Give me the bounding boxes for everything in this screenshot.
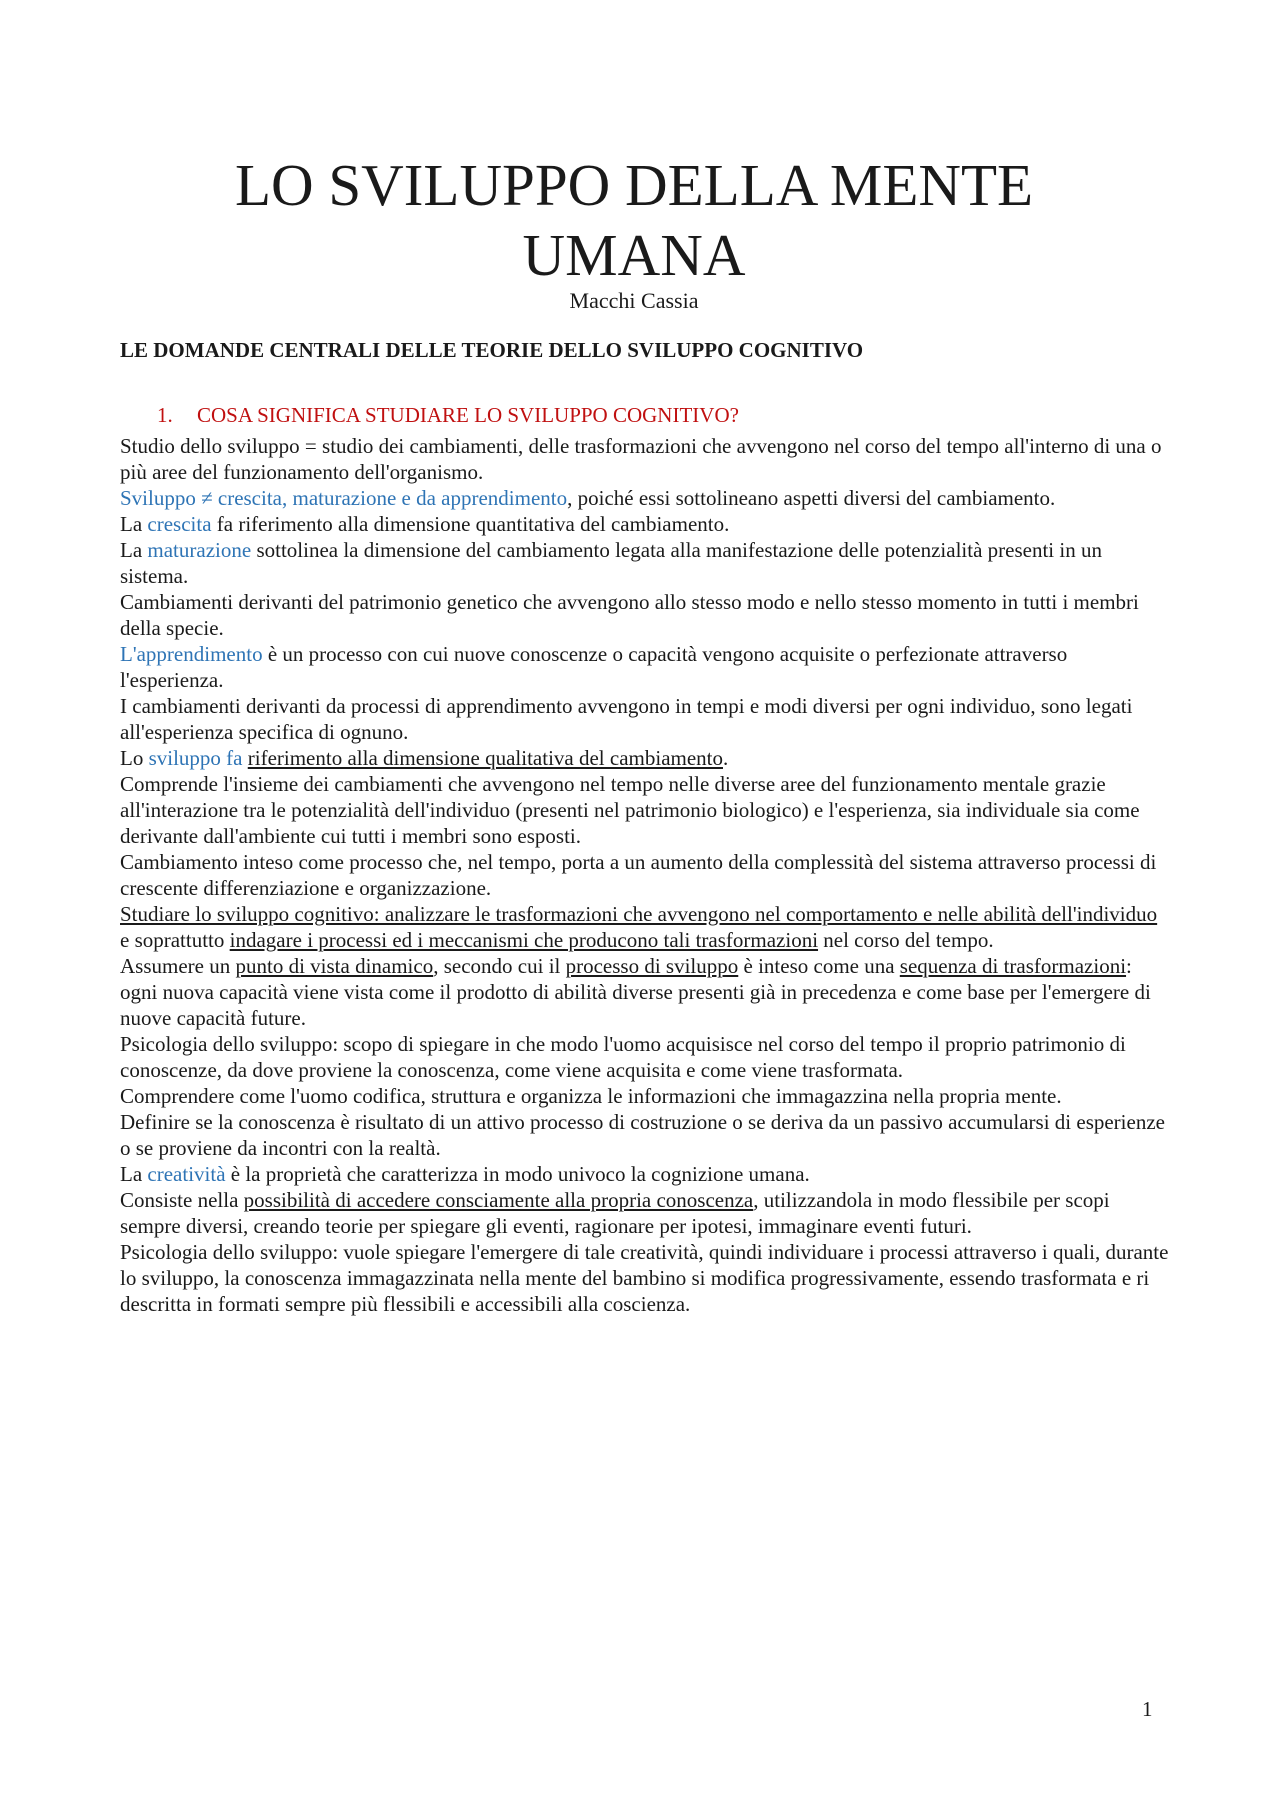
- title-line-1: LO SVILUPPO DELLA MENTE: [234, 152, 1034, 218]
- question-number: 1.: [157, 403, 173, 427]
- underlined-text: Studiare lo sviluppo cognitivo: analizzare le trasformazioni che avvengono nel comportamento e nelle abilità dell'individuo: [120, 902, 1158, 926]
- underlined-text: sequenza di trasformazioni: [899, 954, 1127, 978]
- paragraph: I cambiamenti derivanti da processi di apprendimento avvengono in tempi e modi diversi per ogni individuo, sono legati all'esperienza specifica di ognuno.: [120, 694, 1133, 744]
- document-title: [0, 150, 1268, 290]
- body-text: [120, 433, 1170, 1317]
- section-heading: LE DOMANDE CENTRALI DELLE TEORIE DELLO SVILUPPO COGNITIVO: [120, 338, 864, 362]
- underlined-text: processo di sviluppo: [565, 954, 739, 978]
- paragraph: Consiste nella possibilità di accedere consciamente alla propria conoscenza, utilizzandola in modo flessibile per scopi sempre diversi, creando teorie per spiegare gli eventi, ragionare per ipotesi, immaginare eventi futuri.: [120, 1188, 1110, 1238]
- paragraph: Cambiamenti derivanti del patrimonio genetico che avvengono allo stesso modo e nello stesso momento in tutti i membri della specie.: [120, 590, 1139, 640]
- paragraph: Psicologia dello sviluppo: scopo di spiegare in che modo l'uomo acquisisce nel corso del tempo il proprio patrimonio di conoscenze, da dove proviene la conoscenza, come viene acquisita e come viene trasformata.: [120, 1032, 1126, 1082]
- paragraph: Studiare lo sviluppo cognitivo: analizzare le trasformazioni che avvengono nel comportamento e nelle abilità dell'individuo e soprattutto indagare i processi ed i meccanismi che producono tali trasformazioni nel corso del tempo.: [120, 902, 1158, 952]
- paragraph: La crescita fa riferimento alla dimensione quantitativa del cambiamento.: [120, 512, 730, 536]
- paragraph: Psicologia dello sviluppo: vuole spiegare l'emergere di tale creatività, quindi individuare i processi attraverso i quali, durante lo sviluppo, la conoscenza immagazzinata nella mente del bambino si modifica progressivamente, essendo trasformata e ri descritta in formati sempre più flessibili e accessibili alla coscienza.: [120, 1240, 1169, 1316]
- paragraph: Comprendere come l'uomo codifica, struttura e organizza le informazioni che immagazzina nella propria mente.: [120, 1084, 1062, 1108]
- paragraph: Sviluppo ≠ crescita, maturazione e da apprendimento, poiché essi sottolineano aspetti diversi del cambiamento.: [120, 486, 1056, 510]
- title-line-2: UMANA: [522, 222, 746, 288]
- paragraph: Assumere un punto di vista dinamico, secondo cui il processo di sviluppo è inteso come una sequenza di trasformazioni: ogni nuova capacità viene vista come il prodotto di abilità diverse presenti già in precedenza e come base per l'emergere di nuove capacità future.: [120, 954, 1151, 1030]
- paragraph: L'apprendimento è un processo con cui nuove conoscenze o capacità vengono acquisite o perfezionate attraverso l'esperienza.: [120, 642, 1068, 692]
- underlined-text: indagare i processi ed i meccanismi che producono tali trasformazioni: [229, 928, 819, 952]
- paragraph: Studio dello sviluppo = studio dei cambiamenti, delle trasformazioni che avvengono nel corso del tempo all'interno di una o più aree del funzionamento dell'organismo.: [120, 434, 1162, 484]
- keyword: maturazione: [147, 538, 252, 562]
- paragraph: Lo sviluppo fa riferimento alla dimensione qualitativa del cambiamento.: [120, 746, 729, 770]
- keyword: crescita: [147, 512, 212, 536]
- underlined-text: riferimento alla dimensione qualitativa del cambiamento: [247, 746, 723, 770]
- underlined-text: possibilità di accedere consciamente alla propria conoscenza: [243, 1188, 754, 1212]
- underlined-text: punto di vista dinamico: [235, 954, 434, 978]
- keyword: Sviluppo ≠ crescita, maturazione e da apprendimento: [120, 486, 568, 510]
- paragraph: Cambiamento inteso come processo che, nel tempo, porta a un aumento della complessità del sistema attraverso processi di crescente differenziazione e organizzazione.: [120, 850, 1157, 900]
- keyword: L'apprendimento: [120, 642, 263, 666]
- author: Macchi Cassia: [569, 288, 699, 313]
- paragraph: La maturazione sottolinea la dimensione del cambiamento legata alla manifestazione delle potenzialità presenti in un sistema.: [120, 538, 1102, 588]
- paragraph: Comprende l'insieme dei cambiamenti che avvengono nel tempo nelle diverse aree del funzionamento mentale grazie all'interazione tra le potenzialità dell'individuo (presenti nel patrimonio biologico) e l'esperienza, sia individuale sia come derivante dall'ambiente cui tutti i membri sono esposti.: [120, 772, 1140, 848]
- keyword: creatività: [147, 1162, 226, 1186]
- paragraph: Definire se la conoscenza è risultato di un attivo processo di costruzione o se deriva da un passivo accumularsi di esperienze o se proviene da incontri con la realtà.: [120, 1110, 1165, 1160]
- page-number: 1: [1142, 1697, 1153, 1721]
- question-heading: COSA SIGNIFICA STUDIARE LO SVILUPPO COGNITIVO?: [197, 403, 739, 427]
- keyword: sviluppo: [148, 746, 221, 770]
- paragraph: La creatività è la proprietà che caratterizza in modo univoco la cognizione umana.: [120, 1162, 810, 1186]
